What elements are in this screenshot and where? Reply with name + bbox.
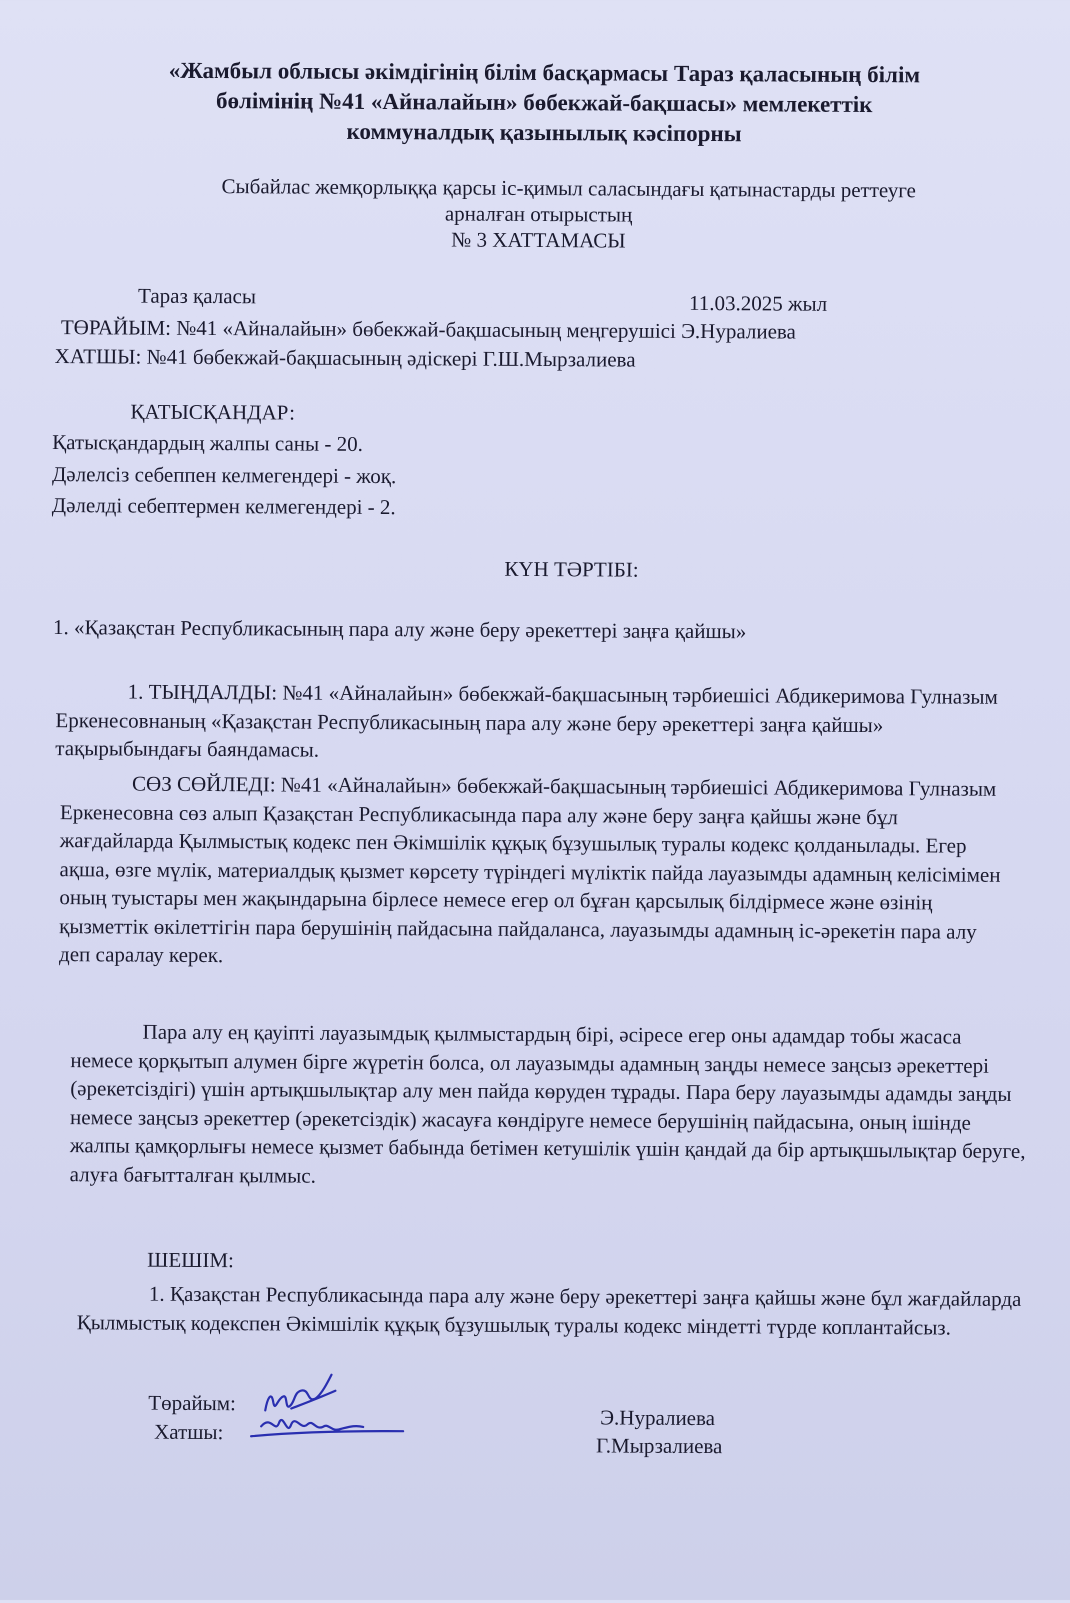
- spoke-paragraph: СӨЗ СӨЙЛЕДІ: №41 «Айналайын» бөбекжай-бақшасының тәрбиешісі Абдикеримова Гулназым Еркенесовна сөз алып Қазақстан Республикасында пара алу және беру заңға қайшы және бұл жағдайларда Қылмыстық кодекс пен Әкімшілік құқық бұзушылық туралы кодекс қолданылады. Егер ақша, өзге мүлік, материалдық қызмет көрсету түріндегі мүліктік пайда лауазымды адамның келісімімен оның туыстары мен жақындарына бірлесе немесе егер ол бұған қарсылық білдірмесе және өзінің қызметтік өкілеттігін пара берушінің пайдасына пайдаланса, лауазымды адамның іс-әрекетін пара алу деп саралау керек.: [58, 771, 1001, 968]
- agenda-item-1: 1. «Қазақстан Республикасының пара алу және беру әрекеттері заңға қайшы»: [52, 615, 747, 644]
- agenda-title: КҮН ТӘРТІБІ:: [504, 556, 639, 582]
- listened-paragraph: 1. ТЫҢДАЛДЫ: №41 «Айналайын» бөбекжай-бақшасының тәрбиешісі Абдикеримова Гулназым Еркенесовнаның «Қазақстан Республикасының пара алу және беру әрекеттері заңға қайшы» тақырыбындағы баяндамасы.: [55, 679, 998, 762]
- bribery-paragraph: Пара алу ең қауіпті лауазымдық қылмыстардың бірі, әсіресе егер оны адамдар тобы жасаса немесе қорқытып алумен бірге жүретін болса, ол лауазымды адамның заңды немесе заңсыз әрекеттері (әрекетсіздігі) үшін артықшылықтар алу мен пайда көруден тұрады. Пара беру лауазымды адамды заңды немесе заңсыз әрекеттер (әрекетсіздік) жасауға көндіруге немесе берушінің пайдасына, оның ішінде жалпы қамқорлығы немесе қызмет бабында бетімен кетушілік үшін қандай да бір артықшылықтар беруге, алуға бағытталған қылмыс.: [69, 1019, 1026, 1188]
- meeting-date: 11.03.2025 жыл: [688, 290, 828, 316]
- attendance-absent-excused: Дәлелді себептермен келмегендері - 2.: [51, 493, 396, 520]
- attendance-absent-unexcused: Дәлелсіз себеппен келмегендері - жоқ.: [51, 462, 397, 489]
- header-line-2: бөлімінің №41 «Айналайын» бөбекжай-бақшасы» мемлекеттік: [215, 88, 873, 118]
- decision-title: ШЕШІМ:: [147, 1247, 234, 1273]
- protocol-number: № 3 ХАТТАМАСЫ: [451, 227, 626, 253]
- secretary-name: Г.Мырзалиева: [595, 1433, 723, 1459]
- decision-item-1: 1. Қазақстан Республикасында пара алу және беру әрекеттері заңға қайшы және бұл жағдайларда Қылмыстық кодекспен Әкімшілік құқық бұзушылық туралы кодекс міндетті түрде коплантайсыз.: [76, 1281, 1022, 1340]
- secretary-line: ХАТШЫ: №41 бөбекжай-бақшасының әдіскері Г.Ш.Мырзалиева: [54, 344, 636, 372]
- meeting-city: Тараз қаласы: [138, 283, 257, 309]
- chair-line: ТӨРАЙЫМ: №41 «Айналайын» бөбекжай-бақшасының меңгерушісі Э.Нуралиева: [60, 315, 796, 344]
- attendance-total: Қатысқандардың жалпы саны - 20.: [52, 430, 363, 456]
- handwritten-signatures: [231, 1368, 422, 1459]
- header-line-1: «Жамбыл облысы әкімдігінің білім басқармасы Тараз қаласының білім: [168, 57, 921, 88]
- attendance-title: ҚАТЫСҚАНДАР:: [130, 399, 296, 425]
- header-line-3: коммуналдық қазынылық кәсіпорны: [346, 118, 742, 147]
- organization-header: [74, 55, 1015, 151]
- secretary-signature-label: Хатшы:: [154, 1419, 224, 1445]
- secretary-signature-stroke: [251, 1420, 403, 1437]
- chair-name: Э.Нуралиева: [600, 1405, 716, 1431]
- chair-signature-stroke: [265, 1374, 335, 1410]
- chair-signature-label: Төрайым:: [148, 1390, 237, 1416]
- subheader-line-1: Сыбайлас жемқорлыққа қарсы іс-қимыл саласындағы қатынастарды реттеуге: [221, 174, 916, 203]
- protocol-title: [153, 173, 983, 256]
- subheader-line-2: арналған отырыстың: [444, 201, 633, 227]
